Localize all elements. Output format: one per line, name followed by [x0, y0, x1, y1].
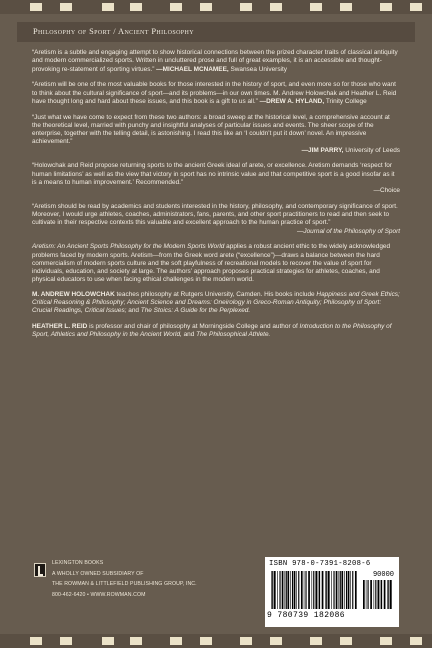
author-bio [32, 291, 400, 316]
border-tile [130, 3, 142, 11]
book-titles: Introduction to the Philosophy of Sport, Athletics and Philosophy in the Ancient World, [32, 322, 392, 338]
review-quote [32, 114, 400, 155]
barcode-bar [290, 571, 291, 609]
author-bio [32, 323, 400, 340]
barcode-bar [341, 571, 343, 609]
barcode-bar [355, 571, 357, 609]
barcode-bar [312, 571, 313, 609]
review-attribution [258, 98, 367, 105]
review-text: “Aretism should be read by academics and students interested in the history, philosophy, and contemporary significance of sport. Moreover, I would urge athletes, coaches, administrators, fans, parents, and other sport practitioners to read and then seek to cultivate in their respective contexts this valuable and excellent approach to the human practice of sport.” [32, 202, 398, 227]
barcode-bar [308, 571, 310, 609]
barcode-bar [282, 571, 284, 609]
reviewer-institution: —Journal of the Philosophy of Sport [296, 227, 400, 235]
border-tile [310, 637, 322, 645]
barcode-bar [326, 571, 327, 609]
review-text: “Aretism is a subtle and engaging attempt to show historical connections between the prized character traits of classical antiquity and modern commercialized sports. Written in uncluttered prose and full of great examples, it is an accessible and thought-provoking re-statement of sporting virtues.” [32, 49, 398, 73]
border-tile [380, 3, 392, 11]
reviewer-institution: University of Leeds [345, 146, 400, 154]
barcode-bar [271, 571, 272, 609]
barcode-bar [346, 571, 347, 609]
bio-text: is professor and chair of philosophy at Morningside College and author of [87, 322, 300, 330]
border-tile [60, 637, 72, 645]
author-name: M. ANDREW HOLOWCHAK [32, 290, 115, 298]
barcode-bar [370, 580, 372, 609]
border-tile [270, 637, 282, 645]
border-tile [240, 637, 252, 645]
border-tile [200, 637, 212, 645]
border-tile [102, 637, 114, 645]
barcode-bar [279, 571, 280, 609]
border-tile [30, 637, 42, 645]
barcode-bar [322, 571, 324, 609]
border-tile [310, 3, 322, 11]
barcode-bar [388, 580, 389, 609]
barcode-bars [271, 571, 357, 609]
reviewer-institution: Trinity College [325, 97, 367, 105]
border-tile [102, 3, 114, 11]
border-tile [270, 3, 282, 11]
barcode-bar [381, 580, 382, 609]
review-attribution [32, 187, 400, 195]
review-text: “Just what we have come to expect from these two authors: a broad sweep at the historical level, a comprehensive account at the theoretical level, married with punchy and insightful analyses of particular issues and events. The sheer scope of the enterprise, together with the telling detail, is astonishing. I read this like an ‘I couldn’t put it down’ novel. An impressive achievement.” [32, 113, 390, 146]
book-titles: Happiness and Greek Ethics; Critical Reasoning & Philosophy; Ancient Science and Dreams: Oneirology in Greco-Roman Antiquity; Philosophy of Sport: Crucial Readings, Critical Issues; [32, 290, 400, 314]
barcode-bar [390, 580, 392, 609]
border-tile [130, 637, 142, 645]
barcode-bar [368, 580, 369, 609]
review-attribution [32, 147, 400, 155]
barcode-bar [272, 571, 273, 609]
addon-barcode-bars [363, 580, 393, 609]
review-list [32, 49, 400, 236]
review-quote [32, 81, 400, 106]
border-tile [60, 3, 72, 11]
bio-text: and [126, 307, 141, 314]
border-tile [200, 3, 212, 11]
barcode-bar [318, 571, 319, 609]
publisher-info [52, 558, 252, 600]
author-name: HEATHER L. REID [32, 322, 88, 330]
reviewer-name: —JIM PARRY, [301, 146, 344, 154]
review-quote [32, 203, 400, 236]
publisher-line: THE ROWMAN & LITTLEFIELD PUBLISHING GROUP, INC. [52, 581, 197, 587]
barcode-bar [380, 580, 381, 609]
barcode-bar [287, 571, 289, 609]
barcode-bar [344, 571, 345, 609]
barcode-bar [274, 571, 276, 609]
bio-text: teaches philosophy at Rutgers University, Camden. His books include [114, 290, 317, 298]
barcode-bar [313, 571, 314, 609]
border-tile [240, 3, 252, 11]
barcode-bar [348, 571, 350, 609]
barcode-bar [304, 571, 305, 609]
barcode-bar [325, 571, 326, 609]
isbn-number: ISBN 978-0-7391-8208-6 [269, 560, 371, 568]
bio-text: and [181, 331, 197, 338]
reviewer-name: —DREW A. HYLAND, [259, 97, 325, 105]
border-tile [380, 637, 392, 645]
barcode-bar [384, 580, 386, 609]
review-attribution [32, 228, 400, 236]
description-text: applies a robust ancient ethic to the widely acknowledged problems faced by modern sports. Aretism—from the Greek word arete (“excellence”)—draws a balance between the hard commercialism of modern sports culture and the soft playfulness of recreational models to recover the value of sport for individuals, education, and society at large. The authors’ approach proposes practical strategies for athletes, coaches, and physical educators to use when facing ethical challenges in the modern world. [32, 243, 391, 284]
reviewer-institution: —Choice [373, 187, 400, 194]
barcode-bar [305, 571, 306, 609]
barcode-bar [292, 571, 293, 609]
barcode-bar [301, 571, 303, 609]
border-tile [170, 637, 182, 645]
barcode-bar [350, 571, 351, 609]
barcode-bar [285, 571, 286, 609]
book-titles: The Philosophical Athlete. [196, 331, 271, 338]
review-text: “Aretism will be one of the most valuable books for those interested in the history of sport, and even more so for those who want to think about the cultural significance of sport—and its problems—in our own times. M. Andrew Holowchak and Heather L. Reid have thought long and hard about these issues, and this book is a gift to us all.” [32, 81, 397, 105]
barcode-bar [277, 571, 278, 609]
barcode-bar [296, 571, 297, 609]
book-titles: The Stoics: A Guide for the Perplexed. [140, 307, 251, 314]
barcode-bar [339, 571, 340, 609]
border-tile [340, 637, 352, 645]
review-text: “Holowchak and Reid propose returning sports to the ancient Greek ideal of arete, or excellence. Aretism demands ‘respect for human limitations’ as well as the view that victory in sport has no intrinsic value and that competitive sport is a good insofar as it is a means to human improvement.’ Recommended.” [32, 162, 395, 186]
publisher-logo-icon [34, 563, 46, 577]
reviewer-institution: Swansea University [230, 65, 287, 73]
barcode-bar [333, 571, 334, 609]
publisher-line: A WHOLLY OWNED SUBSIDIARY OF [52, 570, 144, 577]
isbn-barcode [265, 557, 399, 627]
publisher-line: 800-462-6420 • WWW.ROWMAN.COM [52, 591, 146, 598]
barcode-bar [331, 571, 332, 609]
ean-number: 9 780739 182086 [267, 611, 346, 620]
border-tile [30, 3, 42, 11]
barcode-bar [387, 580, 388, 609]
barcode-bar [315, 571, 317, 609]
publisher-line: LEXINGTON BOOKS [52, 560, 104, 566]
review-attribution [154, 66, 287, 73]
barcode-bar [352, 571, 353, 609]
barcode-bar [294, 571, 296, 609]
book-title-italic: Aretism: An Ancient Sports Philosophy for the Modern Sports World [32, 243, 225, 251]
border-tile [410, 637, 422, 645]
price-code: 90000 [372, 571, 394, 579]
barcode-bar [286, 571, 287, 609]
cover-content [32, 49, 400, 347]
border-tile [340, 3, 352, 11]
review-quote [32, 162, 400, 195]
barcode-bar [375, 580, 376, 609]
author-bios [32, 291, 400, 340]
barcode-bar [328, 571, 330, 609]
series-title: Philosophy of Sport / Ancient Philosophy [17, 22, 415, 42]
border-tile [170, 3, 182, 11]
barcode-bar [319, 571, 320, 609]
barcode-bar [366, 580, 367, 609]
barcode-bar [336, 571, 338, 609]
review-quote [32, 49, 400, 74]
barcode-bar [298, 571, 299, 609]
border-tile [410, 3, 422, 11]
reviewer-name: —MICHAEL MCNAMEE, [156, 65, 229, 73]
barcode-bar [340, 571, 341, 609]
barcode-bar [378, 580, 380, 609]
barcode-bar [374, 580, 375, 609]
book-description [32, 243, 400, 284]
barcode-bar [363, 580, 365, 609]
